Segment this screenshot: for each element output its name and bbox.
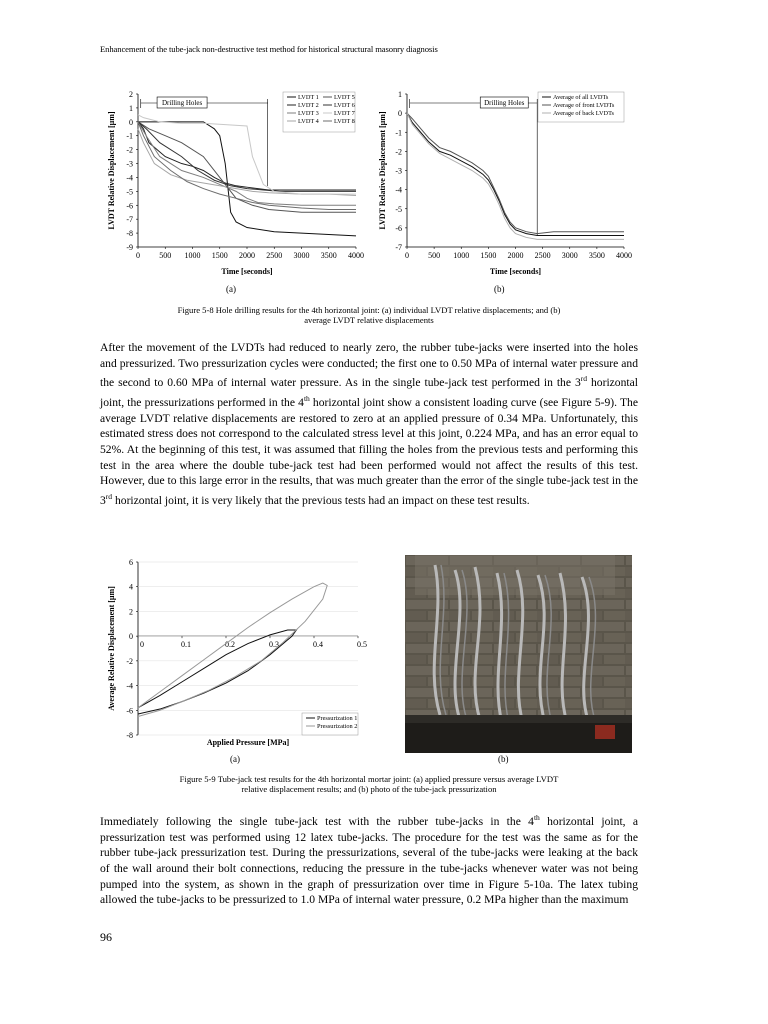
legend-entry: LVDT 5	[334, 94, 355, 101]
fig59-caption-line2: relative displacement results; and (b) photo of the tube-jack pressurization	[241, 784, 497, 794]
x-axis-label: Time [seconds]	[221, 267, 273, 276]
x-tick-label: 3000	[561, 251, 578, 260]
y-tick-label: 0	[129, 632, 133, 642]
legend-entry: LVDT 6	[334, 102, 355, 109]
y-tick-label: 0	[129, 117, 133, 127]
fig59-label-a: (a)	[230, 754, 240, 764]
y-axis-label: LVDT Relative Displacement [μm]	[378, 111, 387, 230]
x-tick-label: 4000	[616, 251, 632, 260]
y-tick-label: -9	[126, 243, 133, 252]
x-tick-label: 0.1	[181, 640, 191, 650]
y-tick-label: 4	[129, 582, 133, 592]
series-line-1	[407, 113, 624, 235]
fig58-label-b: (b)	[494, 284, 505, 294]
x-tick-label: 0	[140, 640, 144, 650]
legend-entry: Pressurization 2	[317, 723, 358, 730]
y-tick-label: -4	[395, 185, 402, 195]
chart-lvdt-average	[373, 86, 638, 280]
x-tick-label: 1000	[453, 251, 470, 260]
legend-entry: LVDT 3	[298, 110, 319, 117]
x-tick-label: 1500	[211, 251, 228, 260]
x-tick-label: 3000	[293, 251, 310, 260]
legend-entry: LVDT 1	[298, 94, 319, 101]
x-tick-label: 0.4	[313, 640, 323, 650]
running-header: Enhancement of the tube-jack non-destructive test method for historical structural masonry diagnosis	[100, 44, 438, 54]
y-axis-label: LVDT Relative Displacement [μm]	[107, 111, 116, 230]
x-tick-label: 2000	[239, 251, 255, 260]
y-tick-label: -7	[126, 215, 133, 225]
y-tick-label: -1	[126, 131, 133, 141]
y-tick-label: -5	[126, 187, 133, 197]
legend-entry: Average of front LVDTs	[553, 102, 615, 109]
series-line-3	[138, 122, 356, 205]
y-tick-label: -8	[126, 731, 133, 740]
y-tick-label: -3	[126, 159, 133, 169]
series-line-3	[407, 113, 624, 239]
y-tick-label: -6	[395, 223, 402, 233]
series-line-4	[138, 129, 356, 196]
chart-lvdt-individual	[102, 86, 370, 280]
x-tick-label: 1500	[480, 251, 497, 260]
y-tick-label: 0	[398, 109, 402, 119]
x-tick-label: 2000	[507, 251, 524, 260]
tube-jack-photo-image	[405, 555, 632, 753]
y-tick-label: -6	[126, 201, 133, 211]
paragraph-1: After the movement of the LVDTs had reduced to nearly zero, the rubber tube-jacks were inserted into the holes and pressurized. Two pressurization cycles were conducted; the first one to 0.50 MPa of internal water pressure and the second to 0.60 MPa of internal water pressure. As in the single tube-jack test performed in the 3rd horizontal joint, the pressurizations performed in the 4th horizontal joint show a consistent loading curve (see Figure 5-9). The average LVDT relative displacements are restored to zero at an applied pressure of 0.34 MPa. Unfortunately, this estimated stress does not correspond to the calculated stress level at this joint, 0.224 MPa, and has an error equal to 52%. At the beginning of this test, it was assumed that filling the holes from the previous tests and performing this test in the area where the double tube-jack test had been performed would not affect the results of this test. However, due to this large error in the results, that was much greater than the error of the single tube-jack test in the 3rd horizontal joint, it is very likely that the previous tests had an impact on these test results.	[100, 341, 638, 507]
legend-entry: LVDT 4	[298, 118, 319, 125]
legend-entry: LVDT 8	[334, 118, 355, 125]
y-tick-label: 2	[129, 607, 133, 617]
y-tick-label: -2	[126, 145, 133, 155]
x-tick-label: 3500	[320, 251, 337, 260]
y-tick-label: -8	[126, 229, 133, 239]
x-tick-label: 500	[428, 251, 441, 260]
y-tick-label: -2	[395, 147, 402, 157]
annotation-label: Drilling Holes	[161, 99, 203, 107]
x-tick-label: 3500	[588, 251, 605, 260]
paragraph-2: Immediately following the single tube-jack test with the rubber tube-jacks in the 4th horizontal joint, a pressurization test was performed using 12 latex tube-jacks. The procedure for the test was the same as for the rubber tube-jack pressurization test. During the pressurizations, several of the tube-jacks were leaking at the back of the wall around their bolt connections, reducing the pressure in the tube-jacks whenever water was not being pumped into the system, as shown in the graph of pressurization over time in Figure 5-10a. The latex tubing allowed the tube-jacks to be pressurized to 1.0 MPa of internal water pressure, 0.2 MPa higher than the maximum	[100, 813, 638, 907]
fig58-label-a: (a)	[226, 284, 236, 294]
page-number: 96	[100, 930, 112, 944]
y-tick-label: -6	[126, 706, 133, 716]
y-tick-label: -4	[126, 681, 133, 691]
x-tick-label: 0.3	[269, 640, 279, 650]
legend-entry: Pressurization 1	[317, 715, 358, 722]
series-line-2	[138, 583, 327, 716]
fig58-caption-line2: average LVDT relative displacements	[304, 315, 434, 325]
fig59-caption-line1: Figure 5-9 Tube-jack test results for the 4th horizontal mortar joint: (a) applied pressure versus average LVDT	[179, 774, 559, 784]
x-tick-label: 0.2	[225, 640, 235, 650]
x-tick-label: 4000	[348, 251, 364, 260]
series-line-2	[407, 113, 624, 233]
y-tick-label: -3	[395, 166, 402, 176]
legend-entry: LVDT 2	[298, 102, 319, 109]
x-tick-label: 500	[159, 251, 172, 260]
x-tick-label: 0	[136, 251, 140, 260]
series-line-1	[138, 122, 356, 236]
x-tick-label: 0	[405, 251, 409, 260]
y-tick-label: 2	[129, 90, 133, 99]
fig58-caption-line1: Figure 5-8 Hole drilling results for the 4th horizontal joint: (a) individual LVDT relative displacements; and (b)	[177, 305, 561, 315]
y-tick-label: -7	[395, 243, 402, 252]
fig59-label-b: (b)	[498, 754, 509, 764]
y-tick-label: 6	[129, 558, 133, 567]
x-tick-label: 1000	[184, 251, 201, 260]
series-line-8	[138, 122, 356, 210]
x-tick-label: 2500	[266, 251, 283, 260]
chart-pressure-displacement	[102, 554, 370, 750]
fig58-caption	[100, 305, 638, 325]
y-axis-label: Average Relative Displacement [μm]	[107, 586, 116, 711]
y-tick-label: -2	[126, 656, 133, 666]
legend-entry: Average of all LVDTs	[553, 94, 609, 101]
y-tick-label: -4	[126, 173, 133, 183]
tube-jack-photo	[405, 555, 632, 753]
legend-entry: LVDT 7	[334, 110, 355, 117]
x-tick-label: 0.5	[357, 640, 367, 650]
x-tick-label: 2500	[534, 251, 551, 260]
fig59-caption	[100, 774, 638, 794]
y-tick-label: -5	[395, 204, 402, 214]
x-axis-label: Time [seconds]	[489, 267, 542, 276]
legend-entry: Average of back LVDTs	[553, 110, 614, 117]
y-tick-label: 1	[129, 103, 133, 113]
x-axis-label: Applied Pressure [MPa]	[206, 738, 290, 747]
y-tick-label: 1	[398, 90, 402, 99]
annotation-label: Drilling Holes	[484, 99, 525, 107]
y-tick-label: -1	[395, 128, 402, 138]
